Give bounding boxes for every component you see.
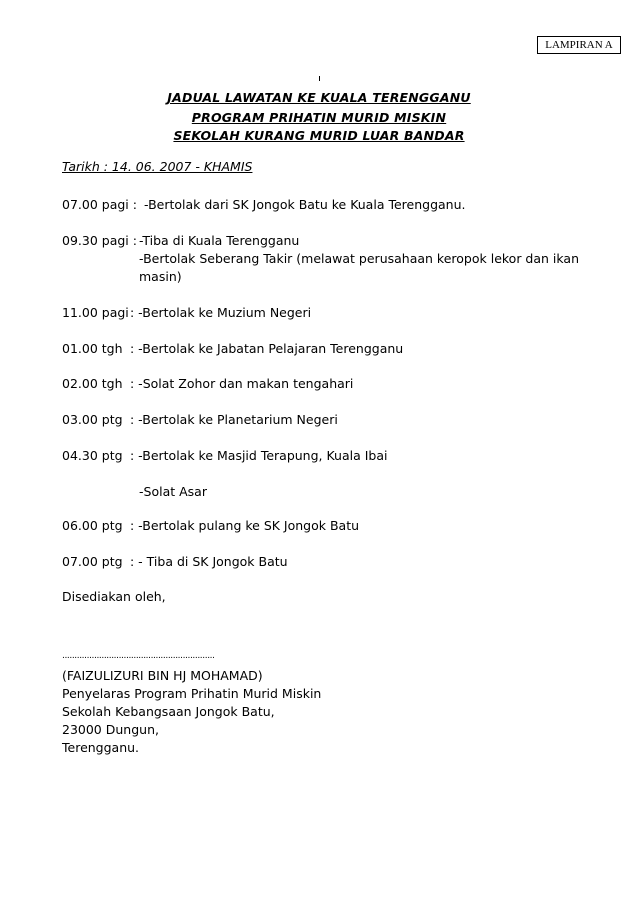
signatory-position: Penyelaras Program Prihatin Murid Miskin bbox=[62, 686, 322, 701]
signature-line: .............................................................. bbox=[62, 651, 215, 661]
schedule-activity: -Tiba di Kuala Terengganu bbox=[139, 233, 300, 248]
title-program: PROGRAM PRIHATIN MURID MISKIN bbox=[191, 110, 447, 125]
signatory-postcode: 23000 Dungun, bbox=[62, 722, 159, 737]
schedule-activity: : -Bertolak pulang ke SK Jongok Batu bbox=[130, 518, 360, 533]
signatory-school: Sekolah Kebangsaan Jongok Batu, bbox=[62, 704, 275, 719]
schedule-activity: : -Bertolak ke Jabatan Pelajaran Terengganu bbox=[130, 341, 404, 356]
schedule-time: 03.00 ptg bbox=[62, 412, 123, 427]
title-sekolah: SEKOLAH KURANG MURID LUAR BANDAR bbox=[173, 128, 465, 143]
schedule-activity: : -Bertolak ke Muzium Negeri bbox=[130, 305, 312, 320]
schedule-time: 07.00 pagi : bbox=[62, 197, 137, 212]
schedule-time: 01.00 tgh bbox=[62, 341, 123, 356]
schedule-activity-line2: -Bertolak Seberang Takir (melawat perusahaan keropok lekor dan ikan bbox=[139, 251, 579, 266]
schedule-time: 06.00 ptg bbox=[62, 518, 123, 533]
schedule-activity: -Bertolak dari SK Jongok Batu ke Kuala Terengganu. bbox=[144, 197, 466, 212]
schedule-activity: : -Bertolak ke Planetarium Negeri bbox=[130, 412, 338, 427]
signatory-state: Terengganu. bbox=[62, 740, 140, 755]
header-tick-mark bbox=[319, 76, 320, 81]
date-line: Tarikh : 14. 06. 2007 - KHAMIS bbox=[62, 159, 253, 174]
schedule-time: 04.30 ptg bbox=[62, 448, 123, 463]
schedule-activity-line3: masin) bbox=[139, 269, 182, 284]
schedule-time: 09.30 pagi : bbox=[62, 233, 137, 248]
lampiran-label: LAMPIRAN A bbox=[537, 36, 621, 54]
title-jadual-lawatan: JADUAL LAWATAN KE KUALA TERENGGANU bbox=[167, 90, 471, 105]
schedule-activity: : -Solat Zohor dan makan tengahari bbox=[130, 376, 354, 391]
schedule-activity: -Solat Asar bbox=[139, 484, 207, 499]
schedule-activity: : -Bertolak ke Masjid Terapung, Kuala Ibai bbox=[130, 448, 388, 463]
schedule-time: 07.00 ptg bbox=[62, 554, 123, 569]
schedule-activity: : - Tiba di SK Jongok Batu bbox=[130, 554, 288, 569]
signatory-name: (FAIZULIZURI BIN HJ MOHAMAD) bbox=[62, 668, 263, 683]
schedule-time: 02.00 tgh bbox=[62, 376, 123, 391]
prepared-by-label: Disediakan oleh, bbox=[62, 589, 166, 604]
schedule-time: 11.00 pagi bbox=[62, 305, 129, 320]
